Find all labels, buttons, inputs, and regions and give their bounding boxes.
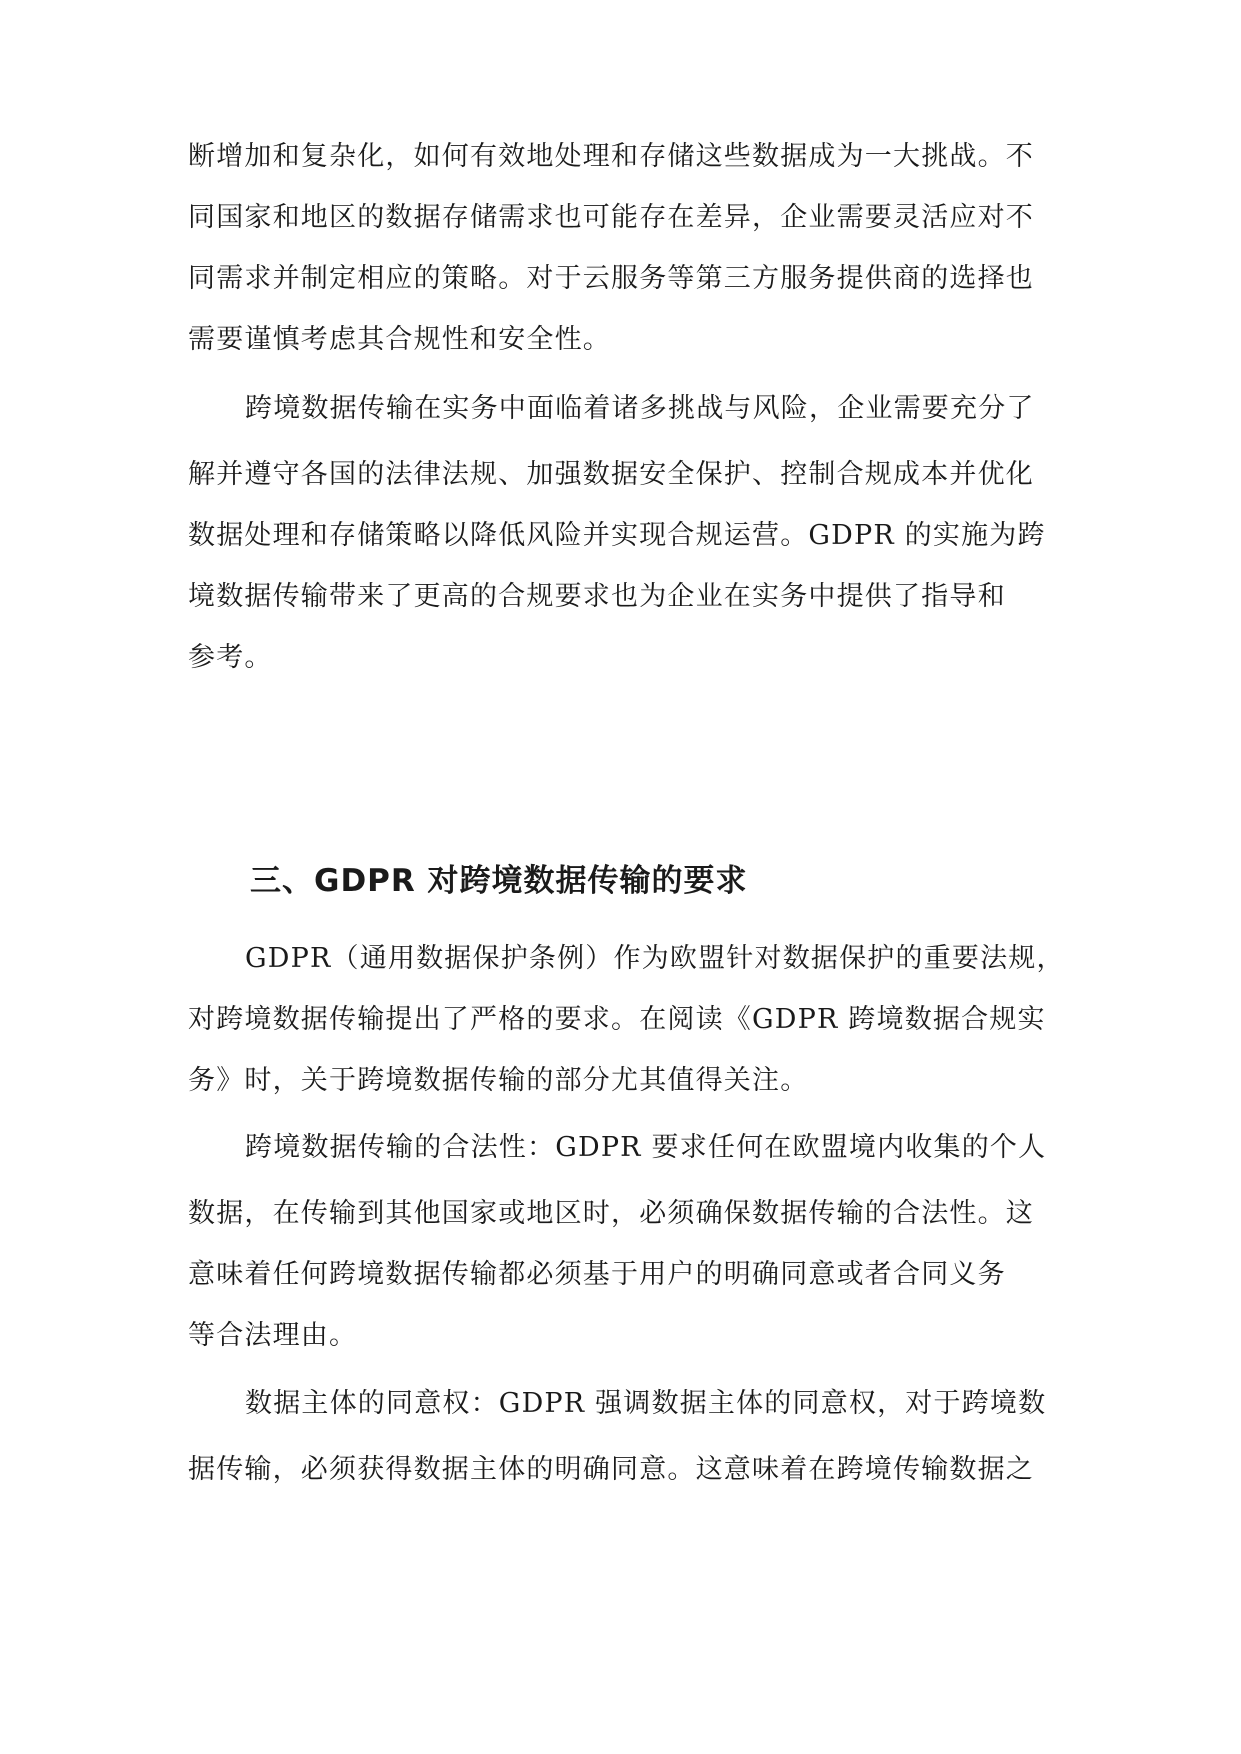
text-line: 务》时，关于跨境数据传输的部分尤其值得关注。 [188, 1065, 809, 1096]
text-line: 解并遵守各国的法律法规、加强数据安全保护、控制合规成本并优化 [188, 459, 1034, 490]
text-line: 同国家和地区的数据存储需求也可能存在差异，企业需要灵活应对不 [188, 202, 1034, 233]
text-line: GDPR（通用数据保护条例）作为欧盟针对数据保护的重要法规， [245, 943, 1065, 974]
text-line: 数据处理和存储策略以降低风险并实现合规运营。GDPR 的实施为跨 [188, 520, 1046, 551]
text-line: 数据主体的同意权：GDPR 强调数据主体的同意权，对于跨境数 [245, 1388, 1047, 1419]
text-line: 数据，在传输到其他国家或地区时，必须确保数据传输的合法性。这 [188, 1198, 1034, 1229]
text-line: 等合法理由。 [188, 1320, 358, 1351]
section-heading: 三、GDPR 对跨境数据传输的要求 [250, 863, 748, 899]
text-line: 参考。 [188, 642, 273, 673]
text-line: 需要谨慎考虑其合规性和安全性。 [188, 324, 611, 355]
text-line: 断增加和复杂化，如何有效地处理和存储这些数据成为一大挑战。不 [188, 141, 1034, 172]
text-line: 同需求并制定相应的策略。对于云服务等第三方服务提供商的选择也 [188, 263, 1034, 294]
text-line: 对跨境数据传输提出了严格的要求。在阅读《GDPR 跨境数据合规实 [188, 1004, 1046, 1035]
text-line: 境数据传输带来了更高的合规要求也为企业在实务中提供了指导和 [188, 581, 1006, 612]
text-line: 跨境数据传输在实务中面临着诸多挑战与风险，企业需要充分了 [245, 393, 1035, 424]
text-line: 据传输，必须获得数据主体的明确同意。这意味着在跨境传输数据之 [188, 1454, 1034, 1485]
text-line: 跨境数据传输的合法性：GDPR 要求任何在欧盟境内收集的个人 [245, 1132, 1047, 1163]
text-line: 意味着任何跨境数据传输都必须基于用户的明确同意或者合同义务 [188, 1259, 1006, 1290]
